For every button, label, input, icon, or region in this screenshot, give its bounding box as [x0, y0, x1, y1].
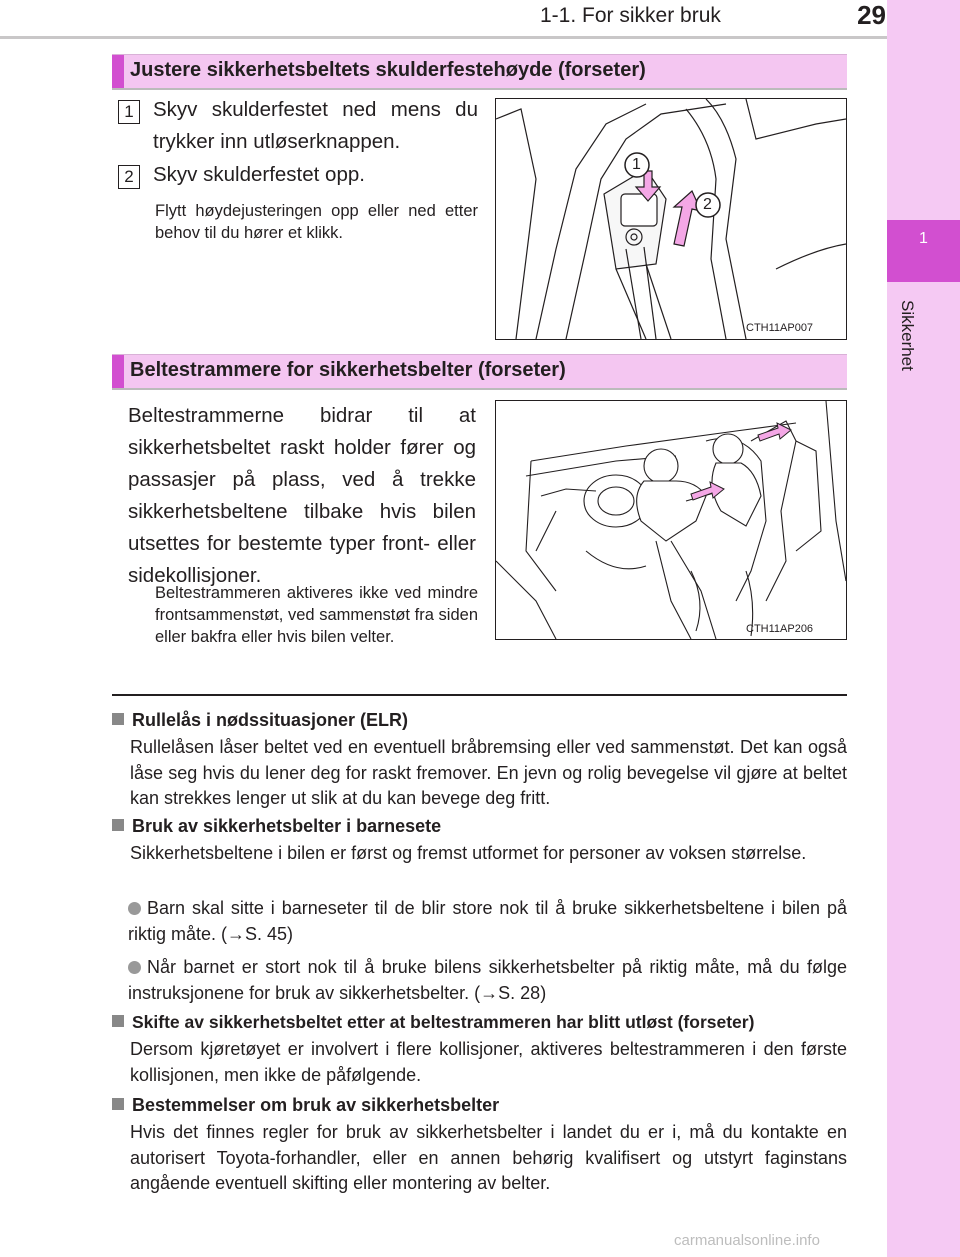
square-bullet-icon [112, 713, 124, 725]
child-bullet-1: Barn skal sitte i barneseter til de blir store nok til å bruke sikkerhetsbeltene i bilen på riktig måte. (→S. 45) [128, 898, 847, 944]
section-header-pretensioners [112, 354, 847, 389]
chapter-heading: 1-1. For sikker bruk [540, 4, 721, 27]
section-title: Justere sikkerhetsbeltets skulderfestehøyde (forseter) [130, 59, 646, 81]
figure-code: CTH11AP206 [746, 623, 814, 635]
note-body-elr: Rullelåsen låser beltet ved en eventuell bråbremsing eller ved sammenstøt. Det kan også låse seg hvis du lener deg for raskt fremover. En jevn og rolig bevegelse vil gjøre at beltet kan strekkes lenger ut slik at du kan bevege deg fritt. [130, 737, 847, 808]
car-interior-illustration [496, 401, 846, 639]
page-number: 29 [857, 0, 886, 30]
section-rule [112, 88, 847, 90]
shoulder-anchor-illustration [496, 99, 846, 339]
section-title: Beltestrammere for sikkerhetsbelter (forseter) [130, 359, 566, 381]
watermark: carmanualsonline.info [674, 1232, 820, 1249]
note-heading-rules: Bestemmelser om bruk av sikkerhetsbelter [112, 1093, 499, 1117]
round-bullet-icon [128, 902, 141, 915]
section-rule [112, 388, 847, 390]
section-header-shoulder-anchor [112, 54, 847, 89]
notes-divider [112, 694, 847, 696]
figure-shoulder-anchor [495, 98, 847, 340]
note-body-rules: Hvis det finnes regler for bruk av sikkerhetsbelter i landet du er i, må du kontakte en autorisert Toyota-forhandler, eller en annen behørig kvalifisert og utstyrt faginstans angående eventuell skifting eller montering av belter. [130, 1122, 847, 1193]
square-bullet-icon [112, 819, 124, 831]
step-note: Flytt høydejusteringen opp eller ned etter behov til du hører et klikk. [155, 202, 478, 242]
header-rule [0, 36, 887, 39]
square-bullet-icon [112, 1098, 124, 1110]
square-bullet-icon [112, 1015, 124, 1027]
child-bullet-2: Når barnet er stort nok til å bruke bilens sikkerhetsbelter på riktig måte, må du følge instruksjonene for bruk av sikkerhetsbelter. (→S. 28) [128, 957, 847, 1003]
step-number: 2 [118, 165, 140, 189]
figure-pretensioners [495, 400, 847, 640]
note-heading-child: Bruk av sikkerhetsbelter i barnesete [112, 814, 441, 838]
pretensioner-body: Beltestrammerne bidrar til at sikkerhetsbeltet raskt holder fører og passasjer på plass, ved å trekke sikkerhetsbeltene tilbake hvis bilen utsettes for bestemte typer front- eller sidekollisjoner. [128, 404, 476, 587]
note-heading-replace: Skifte av sikkerhetsbeltet etter at beltestrammeren har blitt utløst (forseter) [112, 1010, 754, 1034]
figure-code: CTH11AP007 [746, 322, 814, 334]
step-1-text: Skyv skulderfestet ned mens du trykker inn utløserknappen. [153, 98, 478, 153]
callout-1: 1 [632, 156, 641, 173]
pretensioner-note: Beltestrammeren aktiveres ikke ved mindre frontsammenstøt, ved sammenstøt fra siden eller bakfra eller hvis bilen velter. [155, 584, 478, 646]
round-bullet-icon [128, 961, 141, 974]
callout-2: 2 [703, 196, 712, 213]
side-tab [887, 0, 960, 1257]
note-body-child: Sikkerhetsbeltene i bilen er først og fremst utformet for personer av voksen størrelse. [130, 843, 807, 863]
note-body-replace: Dersom kjøretøyet er involvert i flere kollisjoner, aktiveres beltestrammeren i den første kollisjonen, men ikke de påfølgende. [130, 1039, 847, 1085]
side-tab-number: 1 [919, 230, 928, 247]
side-tab-label: Sikkerhet [898, 300, 917, 371]
step-2-text: Skyv skulderfestet opp. [153, 163, 365, 186]
note-heading-elr: Rullelås i nødssituasjoner (ELR) [112, 708, 408, 732]
step-number: 1 [118, 100, 140, 124]
